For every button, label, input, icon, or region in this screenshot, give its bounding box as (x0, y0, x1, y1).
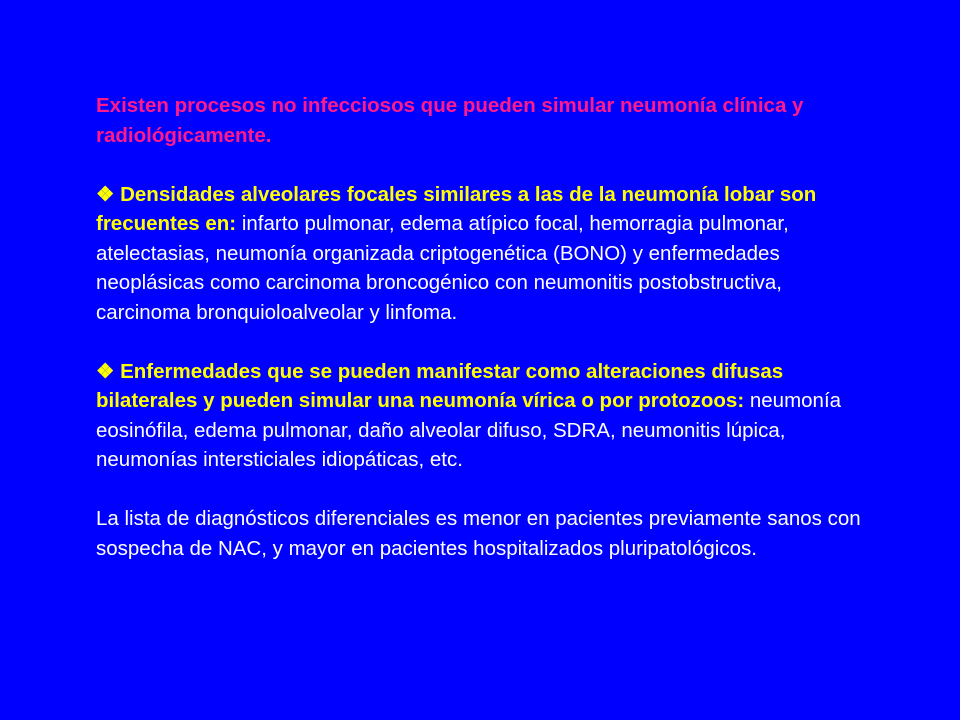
bullet-item-diffuse-alterations (96, 357, 876, 475)
spacer (96, 150, 876, 180)
spacer (96, 475, 876, 505)
bullet-lead-text: Enfermedades que se pueden manifestar como alteraciones difusas bilaterales y pueden simular una neumonía vírica o por protozoos: (96, 359, 784, 412)
bullet-body-text: infarto pulmonar, edema atípico focal, hemorragia pulmonar, atelectasias, neumonía organizada criptogenética (BONO) y enfermedades neoplásicas como carcinoma broncogénico con neumonitis postobstructiva, carcinoma bronquioloalveolar y linfoma. (96, 212, 789, 324)
bullet-body-text: neumonía eosinófila, edema pulmonar, daño alveolar difuso, SDRA, neumonitis lúpica, neumonías intersticiales idiopáticas, etc. (96, 389, 842, 471)
bullet-item-focal-densities (96, 180, 876, 328)
bullet-lead-text: Densidades alveolares focales similares a las de la neumonía lobar son frecuentes en: (96, 182, 817, 235)
spacer (96, 327, 876, 357)
intro-paragraph: Existen procesos no infecciosos que pueden simular neumonía clínica y radiológicamente. (96, 94, 804, 147)
diamond-bullet-icon: ❖ (96, 182, 115, 206)
slide-content (96, 91, 876, 563)
closing-paragraph: La lista de diagnósticos diferenciales es menor en pacientes previamente sanos con sospecha de NAC, y mayor en pacientes hospitalizados pluripatológicos. (96, 507, 861, 560)
diamond-bullet-icon: ❖ (96, 359, 115, 383)
